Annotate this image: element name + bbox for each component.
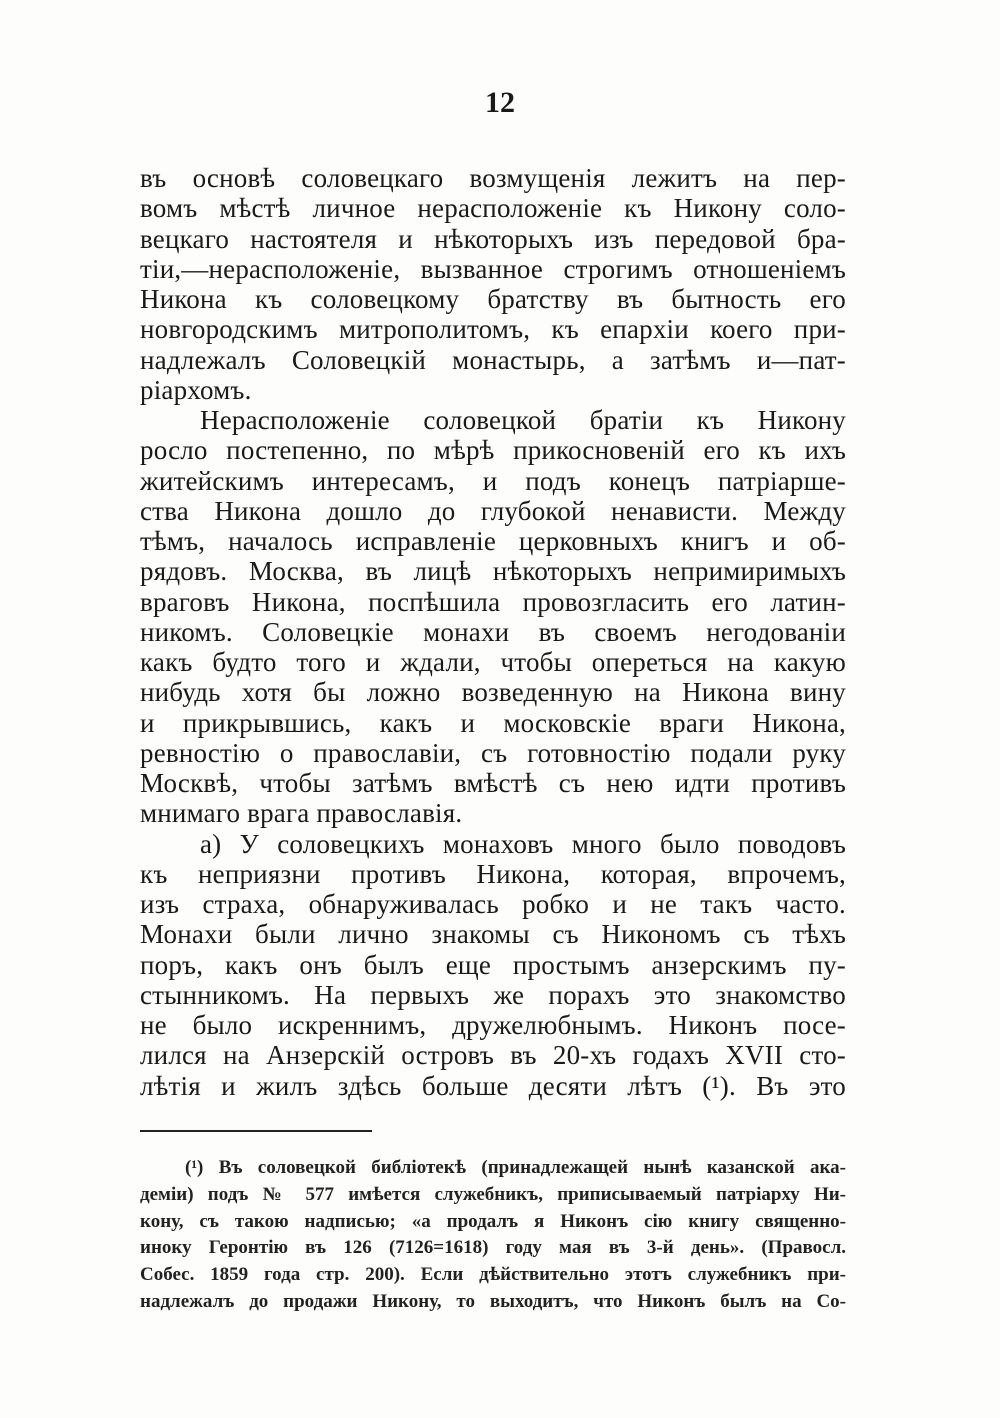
footnote-separator [140, 1130, 372, 1132]
body-line: новгородскимъ митрополитомъ, къ епархіи коего при- [140, 314, 846, 345]
body-line: лѣтія и жилъ здѣсь больше десяти лѣтъ (¹). Въ это [140, 1070, 846, 1101]
body-line: надлежалъ Соловецкій монастырь, а затѣмъ и—пат- [140, 344, 846, 375]
footnote-line: (¹) Въ соловецкой библіотекѣ (принадлежащей нынѣ казанской ака- [185, 1157, 846, 1178]
body-line: Москвѣ, чтобы затѣмъ вмѣстѣ съ нею идти противъ [140, 768, 846, 798]
footnote-line: Собес. 1859 года стр. 200). Если дѣйствительно этотъ служебникъ при- [140, 1264, 846, 1286]
body-line: а) У соловецкихъ монаховъ много было поводовъ [200, 828, 846, 859]
body-line: никомъ. Соловецкіе монахи въ своемъ негодованіи [140, 616, 846, 647]
body-line: какъ будто того и ждали, чтобы опереться на какую [140, 647, 846, 677]
body-line: вецкаго настоятеля и нѣкоторыхъ изъ передовой бра- [140, 223, 846, 254]
body-line: и прикрывшись, какъ и московскіе враги Никона, [140, 707, 846, 738]
body-line: рядовъ. Москва, въ лицѣ нѣкоторыхъ непримиримыхъ [140, 556, 846, 587]
footnote-line: деміи) подъ № 577 имѣется служебникъ, приписываемый патріарху Ни- [140, 1183, 846, 1205]
body-line: не было искреннимъ, дружелюбнымъ. Никонъ посе- [140, 1010, 846, 1040]
footnote-line: кону, съ такою надписью; «а продалъ я Никонъ сію книгу священно- [140, 1210, 846, 1232]
page-number: 12 [485, 86, 515, 119]
body-line: лился на Анзерскій островъ въ 20-хъ годахъ XVII сто- [140, 1040, 846, 1071]
body-line: тѣмъ, началось исправленіе церковныхъ книгъ и об- [140, 526, 846, 556]
body-line: въ основѣ соловецкаго возмущенія лежитъ на пер- [140, 163, 846, 193]
body-line: житейскимъ интересамъ, и подъ конецъ патріарше- [140, 465, 846, 496]
body-line: Никона къ соловецкому братству въ бытность его [140, 284, 846, 314]
body-line: стынникомъ. На первыхъ же порахъ это знакомство [140, 979, 846, 1010]
body-line: росло постепенно, по мѣрѣ прикосновеній его къ ихъ [140, 435, 846, 466]
footnote-line: иноку Геронтію въ 126 (7126=1618) году мая въ 3-й день». (Правосл. [140, 1237, 846, 1259]
body-line: Нерасположеніе соловецкой братіи къ Никону [200, 405, 846, 435]
body-line: къ неприязни противъ Никона, которая, впрочемъ, [140, 858, 846, 889]
body-line: ства Никона дошло до глубокой ненависти. Между [140, 495, 846, 526]
body-line: мнимаго врага православія. [140, 798, 463, 829]
body-line: ріархомъ. [140, 374, 252, 405]
body-line: изъ страха, обнаруживалась робко и не такъ часто. [140, 889, 846, 919]
body-line: Монахи были лично знакомы съ Никономъ съ тѣхъ [140, 919, 846, 950]
body-line: враговъ Никона, поспѣшила провозгласить его латин- [140, 586, 846, 617]
body-line: ревностію о православіи, съ готовностію подали руку [140, 737, 846, 768]
body-line: нибудь хотя бы ложно возведенную на Никона вину [140, 677, 846, 708]
footnote-line: надлежалъ до продажи Никону, то выходитъ, что Никонъ былъ на Со- [140, 1291, 846, 1312]
body-line: тіи,—нерасположеніе, вызванное строгимъ отношеніемъ [140, 253, 846, 284]
body-line: вомъ мѣстѣ личное нерасположеніе къ Никону соло- [140, 193, 846, 224]
body-line: поръ, какъ онъ былъ еще простымъ анзерскимъ пу- [140, 949, 846, 980]
